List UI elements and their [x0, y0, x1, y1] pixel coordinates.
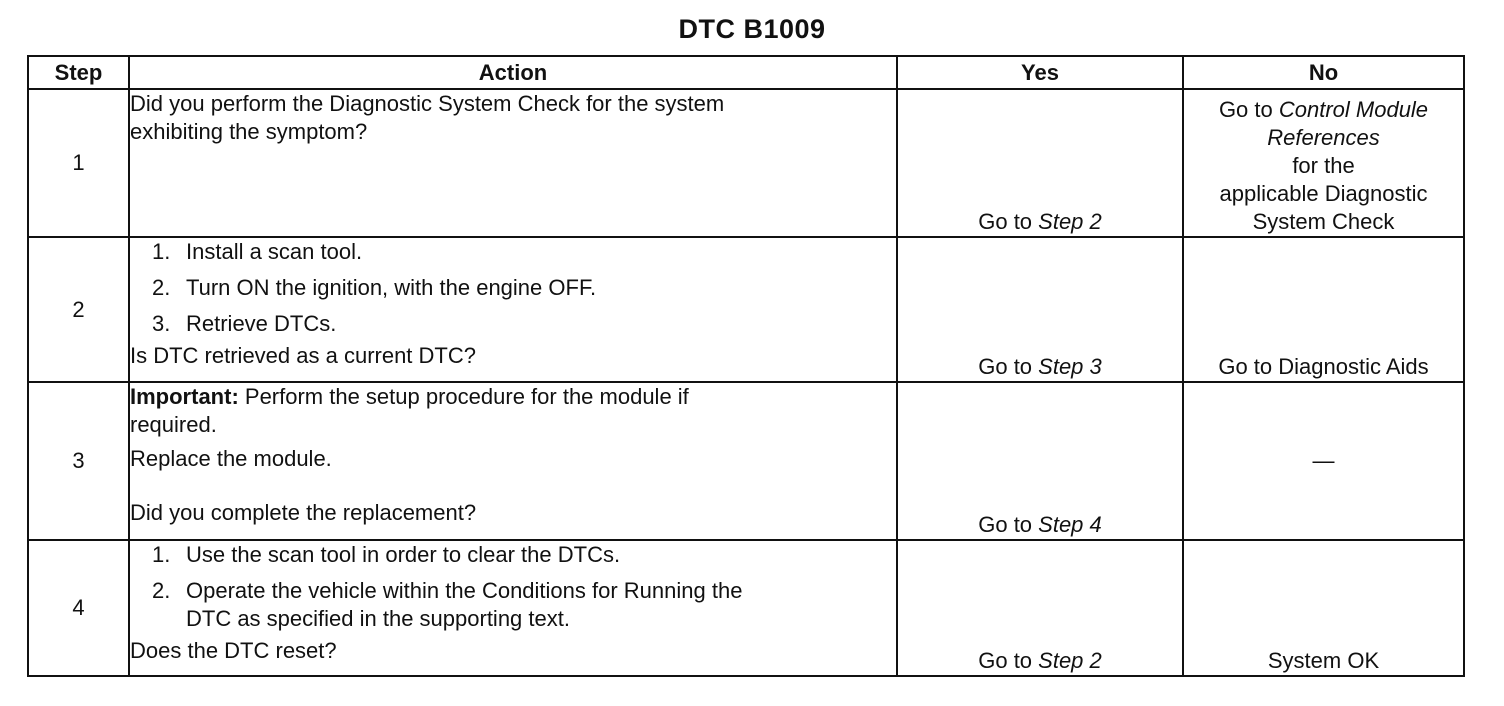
- no-reference-link[interactable]: References: [1267, 125, 1380, 150]
- no-text: applicable Diagnostic: [1219, 181, 1428, 206]
- important-text: required.: [130, 412, 217, 437]
- step-number: 2: [28, 237, 129, 382]
- action-cell: [129, 382, 897, 540]
- action-cell: [129, 89, 897, 237]
- table-row: [28, 89, 1464, 237]
- yes-prefix: Go to: [978, 209, 1039, 234]
- list-item: 2. Operate the vehicle within the Conditions for Running the DTC as specified in the supporting text.: [152, 578, 743, 631]
- action-question: Does the DTC reset?: [130, 638, 337, 663]
- list-item: 3. Retrieve DTCs.: [152, 311, 337, 336]
- no-dash: —: [1312, 448, 1335, 473]
- yes-step-link[interactable]: Step 3: [1038, 354, 1102, 379]
- header-no: No: [1183, 56, 1464, 89]
- action-question: Did you complete the replacement?: [130, 500, 477, 525]
- important-text: Perform the setup procedure for the module if: [244, 384, 689, 409]
- no-cell: [1183, 237, 1464, 382]
- list-item: 1. Install a scan tool.: [152, 239, 363, 264]
- table-row: [28, 540, 1464, 676]
- step-number: 4: [28, 540, 129, 676]
- step-number: 3: [28, 382, 129, 540]
- diagnostic-table: [27, 55, 1465, 677]
- no-cell: [1183, 89, 1464, 237]
- action-cell: [129, 237, 897, 382]
- important-label: Important:: [130, 384, 239, 409]
- yes-cell: [897, 382, 1183, 540]
- yes-cell: [897, 237, 1183, 382]
- no-prefix: Go to: [1218, 97, 1279, 122]
- yes-step-link[interactable]: Step 2: [1038, 648, 1102, 673]
- yes-cell: [897, 89, 1183, 237]
- table-row: [28, 237, 1464, 382]
- yes-cell: [897, 540, 1183, 676]
- yes-prefix: Go to: [978, 354, 1039, 379]
- page-title: DTC B1009: [678, 14, 826, 44]
- action-cell: [129, 540, 897, 676]
- action-instruction: Replace the module.: [130, 446, 332, 471]
- no-text: for the: [1292, 153, 1355, 178]
- table-row: [28, 382, 1464, 540]
- no-cell: [1183, 382, 1464, 540]
- no-text: System Check: [1252, 209, 1395, 234]
- header-row: [28, 56, 1464, 89]
- action-text: Did you perform the Diagnostic System Check for the system: [130, 91, 725, 116]
- no-text: Go to Diagnostic Aids: [1218, 354, 1429, 379]
- step-number: 1: [28, 89, 129, 237]
- header-action: Action: [129, 56, 897, 89]
- list-item: 1. Use the scan tool in order to clear the DTCs.: [152, 542, 621, 567]
- no-cell: [1183, 540, 1464, 676]
- no-reference-link[interactable]: Control Module: [1278, 97, 1429, 122]
- action-question: Is DTC retrieved as a current DTC?: [130, 343, 476, 368]
- yes-step-link[interactable]: Step 4: [1038, 512, 1102, 537]
- header-yes: Yes: [897, 56, 1183, 89]
- yes-step-link[interactable]: Step 2: [1038, 209, 1102, 234]
- header-step: Step: [28, 56, 129, 89]
- action-text: exhibiting the symptom?: [130, 119, 368, 144]
- yes-prefix: Go to: [978, 512, 1039, 537]
- list-item: 2. Turn ON the ignition, with the engine OFF.: [152, 275, 597, 300]
- no-text: System OK: [1267, 648, 1380, 673]
- yes-prefix: Go to: [978, 648, 1039, 673]
